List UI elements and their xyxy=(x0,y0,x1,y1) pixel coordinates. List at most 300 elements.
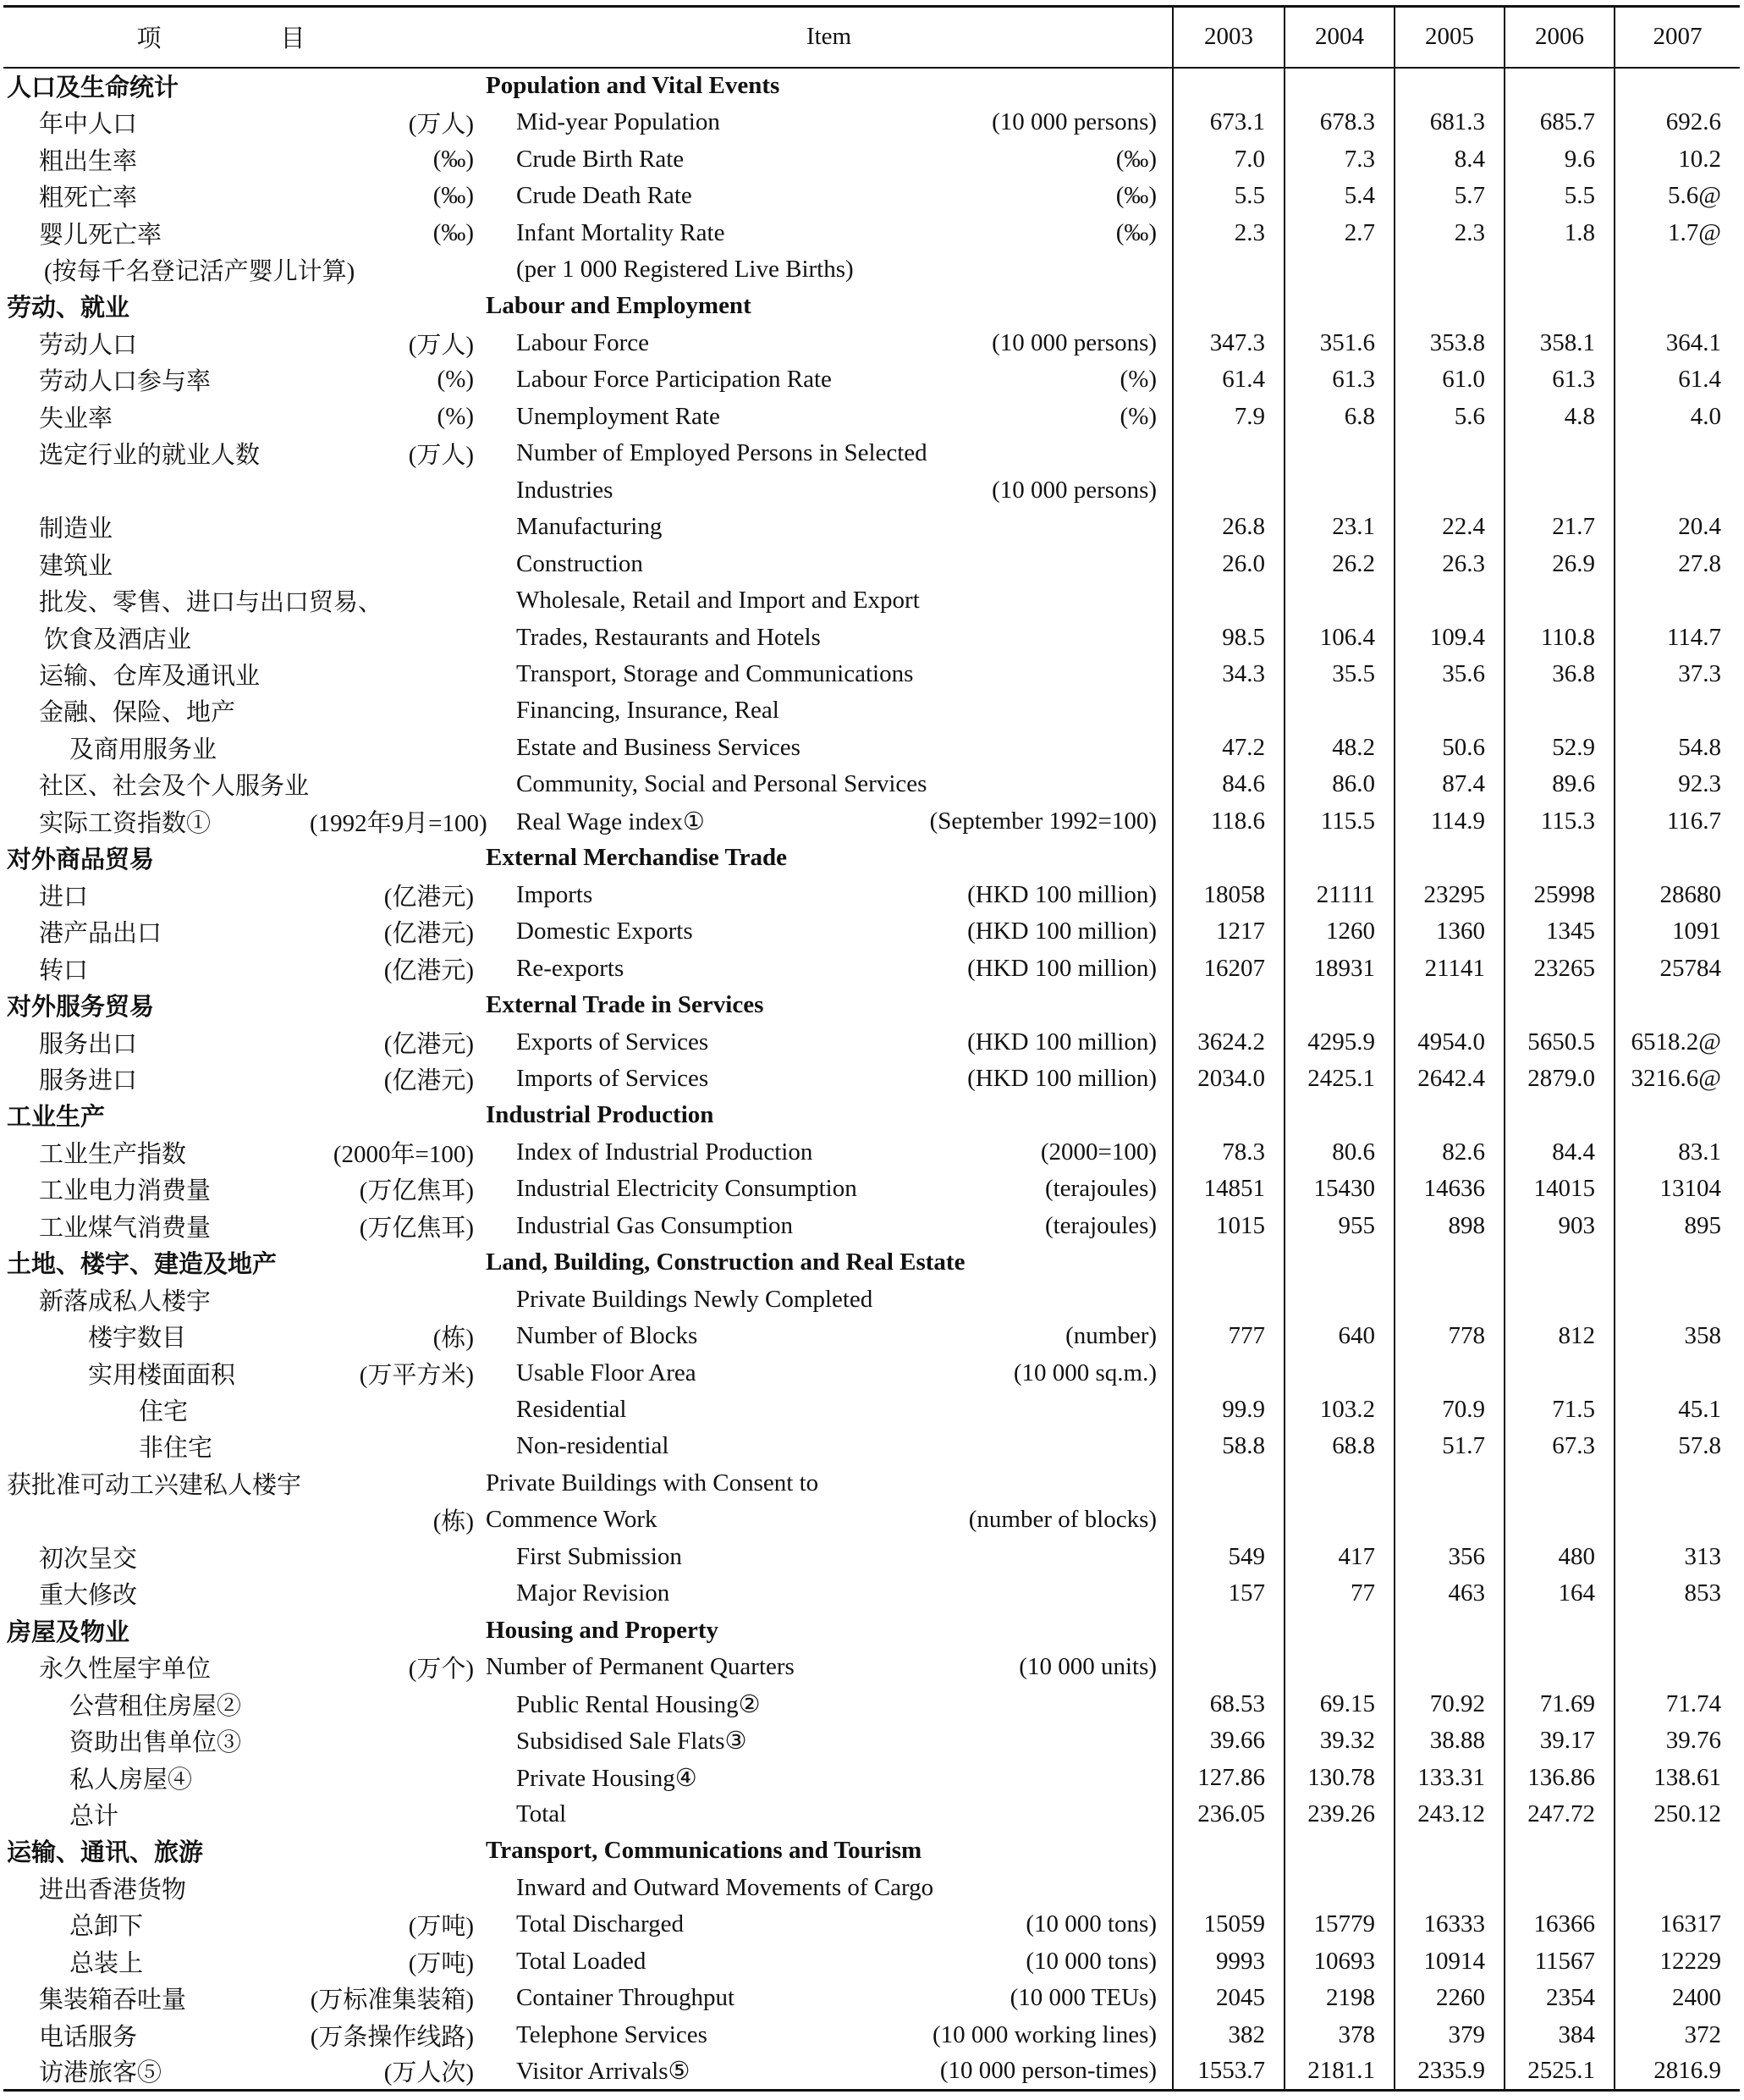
value-cell: 6518.2@ xyxy=(1615,1023,1740,1060)
value-cell: 61.4 xyxy=(1173,361,1285,398)
value-cell: 2198 xyxy=(1285,1980,1395,2016)
value-cell xyxy=(1395,1502,1505,1538)
unit-en xyxy=(822,1465,1173,1502)
table-row xyxy=(3,1208,1740,1244)
value-cell: 2642.4 xyxy=(1395,1061,1505,1097)
unit-en: (%) xyxy=(1120,366,1158,394)
value-cell: 463 xyxy=(1395,1575,1505,1612)
unit-en xyxy=(822,1759,1173,1795)
value-cell xyxy=(1395,1612,1505,1649)
table-row xyxy=(3,178,1740,214)
value-cell: 15430 xyxy=(1285,1171,1395,1207)
value-cell: 1345 xyxy=(1505,913,1615,950)
value-cell: 89.6 xyxy=(1505,766,1615,802)
value-cell xyxy=(1505,987,1615,1023)
value-cell xyxy=(1395,68,1505,104)
item-en: Number of Employed Persons in Selected xyxy=(516,439,927,467)
value-cell: 68.8 xyxy=(1285,1428,1395,1464)
value-cell xyxy=(1173,987,1285,1023)
value-cell xyxy=(1173,1612,1285,1649)
table-row xyxy=(3,876,1740,912)
item-en: Exports of Services xyxy=(516,1028,709,1056)
item-en: Transport, Storage and Communications xyxy=(516,659,914,687)
value-cell xyxy=(1395,987,1505,1023)
value-cell: 5.6@ xyxy=(1615,178,1740,214)
unit-zh xyxy=(310,288,486,324)
value-cell xyxy=(1505,1244,1615,1281)
table-row xyxy=(3,1023,1740,1060)
value-cell: 903 xyxy=(1505,1208,1615,1244)
unit-zh: (万标准集装箱) xyxy=(310,1987,475,2015)
unit-zh xyxy=(310,1722,486,1759)
table-row xyxy=(3,1722,1740,1759)
value-cell xyxy=(1615,1612,1740,1649)
item-en: Financing, Insurance, Real xyxy=(516,697,779,725)
unit-zh xyxy=(310,766,486,802)
section-row xyxy=(3,288,1740,324)
value-cell xyxy=(1285,68,1395,104)
value-cell: 347.3 xyxy=(1173,325,1285,361)
section-title-zh: 运输、通讯、旅游 xyxy=(7,1839,204,1867)
value-cell xyxy=(1505,251,1615,288)
value-cell: 86.0 xyxy=(1285,766,1395,802)
value-cell: 25784 xyxy=(1615,950,1740,986)
value-cell: 18058 xyxy=(1173,876,1285,912)
value-cell xyxy=(1615,692,1740,729)
value-cell: 417 xyxy=(1285,1539,1395,1575)
value-cell xyxy=(1395,840,1505,876)
item-en: Domestic Exports xyxy=(516,918,693,945)
table-row xyxy=(3,1465,1740,1502)
value-cell: 2045 xyxy=(1173,1980,1285,2016)
value-cell: 115.5 xyxy=(1285,803,1395,840)
section-title-en: External Merchandise Trade xyxy=(486,844,788,872)
item-en: Infant Mortality Rate xyxy=(516,218,725,246)
unit-zh xyxy=(310,1759,486,1795)
value-cell: 239.26 xyxy=(1285,1796,1395,1833)
value-cell: 114.9 xyxy=(1395,803,1505,840)
value-cell: 640 xyxy=(1285,1318,1395,1354)
value-cell: 23295 xyxy=(1395,876,1505,912)
value-cell: 353.8 xyxy=(1395,325,1505,361)
item-zh: 楼宇数目 xyxy=(88,1325,187,1353)
value-cell xyxy=(1395,1465,1505,1502)
unit-zh: (栋) xyxy=(432,1325,475,1353)
table-row xyxy=(3,803,1740,840)
table-row xyxy=(3,435,1740,471)
value-cell: 14636 xyxy=(1395,1171,1505,1207)
value-cell: 5650.5 xyxy=(1505,1023,1615,1060)
value-cell xyxy=(1395,1244,1505,1281)
value-cell xyxy=(1173,288,1285,324)
table-row xyxy=(3,509,1740,545)
unit-zh xyxy=(310,471,486,508)
item-en: Residential xyxy=(516,1396,627,1424)
value-cell: 898 xyxy=(1395,1208,1505,1244)
item-en: Index of Industrial Production xyxy=(516,1138,813,1166)
value-cell xyxy=(1505,1097,1615,1133)
value-cell xyxy=(1173,471,1285,508)
unit-en: (10 000 working lines) xyxy=(933,2020,1158,2048)
value-cell xyxy=(1615,840,1740,876)
value-cell: 26.3 xyxy=(1395,545,1505,581)
item-en: Unemployment Rate xyxy=(516,402,720,430)
table-row xyxy=(3,104,1740,141)
value-cell: 57.8 xyxy=(1615,1428,1740,1464)
value-cell: 15779 xyxy=(1285,1906,1395,1943)
unit-zh xyxy=(310,1465,486,1502)
table-row xyxy=(3,471,1740,508)
value-cell: 61.3 xyxy=(1505,361,1615,398)
value-cell: 98.5 xyxy=(1173,619,1285,655)
unit-zh: (%) xyxy=(437,366,475,394)
value-cell: 673.1 xyxy=(1173,104,1285,141)
unit-zh: (亿港元) xyxy=(383,956,475,984)
value-cell: 2260 xyxy=(1395,1980,1505,2016)
value-cell: 7.9 xyxy=(1173,399,1285,435)
value-cell: 26.0 xyxy=(1173,545,1285,581)
value-cell: 549 xyxy=(1173,1539,1285,1575)
unit-en xyxy=(822,987,1173,1023)
item-zh: 重大修改 xyxy=(39,1582,138,1610)
value-cell: 26.2 xyxy=(1285,545,1395,581)
unit-en xyxy=(822,1428,1173,1464)
value-cell xyxy=(1615,1833,1740,1869)
table-row xyxy=(3,325,1740,361)
table-row xyxy=(3,1428,1740,1464)
item-en: Visitor Arrivals⑤ xyxy=(516,2058,690,2086)
value-cell xyxy=(1395,1097,1505,1133)
value-cell: 25998 xyxy=(1505,876,1615,912)
item-zh: 实用楼面面积 xyxy=(88,1361,236,1389)
value-cell: 37.3 xyxy=(1615,656,1740,692)
value-cell xyxy=(1173,1502,1285,1538)
item-en: Real Wage index① xyxy=(516,807,705,835)
value-cell: 2.3 xyxy=(1395,214,1505,251)
value-cell: 22.4 xyxy=(1395,509,1505,545)
value-cell: 35.5 xyxy=(1285,656,1395,692)
value-cell: 15059 xyxy=(1173,1906,1285,1943)
value-cell: 2181.1 xyxy=(1285,2053,1395,2090)
value-cell xyxy=(1505,1612,1615,1649)
value-cell xyxy=(1173,1354,1285,1391)
item-zh: 电话服务 xyxy=(39,2023,138,2051)
item-zh: 失业率 xyxy=(39,405,113,433)
table-row xyxy=(3,361,1740,398)
item-zh: (按每千名登记活产婴儿计算) xyxy=(44,257,355,285)
value-cell xyxy=(1395,288,1505,324)
unit-zh: (‰) xyxy=(432,218,475,246)
unit-en: (10 000 persons) xyxy=(992,328,1158,356)
item-zh: 工业电力消费量 xyxy=(39,1177,212,1205)
item-zh: 转口 xyxy=(39,956,89,984)
value-cell xyxy=(1173,435,1285,471)
table-row xyxy=(3,1392,1740,1428)
table-row xyxy=(3,1575,1740,1612)
unit-zh xyxy=(310,840,486,876)
table-row xyxy=(3,1906,1740,1943)
value-cell: 118.6 xyxy=(1173,803,1285,840)
unit-zh: (万条操作线路) xyxy=(310,2023,475,2051)
value-cell: 27.8 xyxy=(1615,545,1740,581)
unit-en xyxy=(822,1796,1173,1833)
item-en: Estate and Business Services xyxy=(516,733,800,761)
item-zh: 社区、社会及个人服务业 xyxy=(39,773,310,801)
item-en: Inward and Outward Movements of Cargo xyxy=(516,1873,934,1901)
value-cell xyxy=(1505,692,1615,729)
item-zh: 集装箱吞吐量 xyxy=(39,1987,187,2015)
item-zh: 访港旅客⑤ xyxy=(39,2059,162,2087)
value-cell: 2354 xyxy=(1505,1980,1615,2016)
value-cell: 1360 xyxy=(1395,913,1505,950)
value-cell: 7.0 xyxy=(1173,141,1285,177)
table-row xyxy=(3,766,1740,802)
item-en: Private Buildings Newly Completed xyxy=(516,1285,873,1313)
item-zh: 进出香港货物 xyxy=(39,1876,187,1904)
value-cell xyxy=(1505,68,1615,104)
value-cell: 14015 xyxy=(1505,1171,1615,1207)
value-cell: 2335.9 xyxy=(1395,2053,1505,2090)
item-en: Community, Social and Personal Services xyxy=(516,770,927,798)
value-cell: 109.4 xyxy=(1395,619,1505,655)
value-cell: 2816.9 xyxy=(1615,2053,1740,2090)
item-en: First Submission xyxy=(516,1542,682,1570)
value-cell: 70.92 xyxy=(1395,1685,1505,1722)
value-cell: 379 xyxy=(1395,2017,1505,2053)
item-zh: 建筑业 xyxy=(39,552,113,580)
unit-en: (10 000 persons) xyxy=(992,108,1158,136)
value-cell: 38.88 xyxy=(1395,1722,1505,1759)
header-year: 2005 xyxy=(1395,7,1505,68)
unit-zh: (万人) xyxy=(408,331,475,359)
section-title-en: Transport, Communications and Tourism xyxy=(486,1837,922,1865)
value-cell: 61.3 xyxy=(1285,361,1395,398)
value-cell: 23265 xyxy=(1505,950,1615,986)
unit-zh xyxy=(310,1281,486,1317)
header-year: 2004 xyxy=(1285,7,1395,68)
section-title-zh: 房屋及物业 xyxy=(7,1618,130,1646)
value-cell: 351.6 xyxy=(1285,325,1395,361)
unit-zh: (亿港元) xyxy=(383,1030,475,1058)
item-zh: 批发、零售、进口与出口贸易、 xyxy=(39,589,383,617)
table-row xyxy=(3,1354,1740,1391)
item-en: Crude Birth Rate xyxy=(516,145,685,173)
value-cell: 82.6 xyxy=(1395,1134,1505,1171)
value-cell: 358.1 xyxy=(1505,325,1615,361)
unit-en xyxy=(822,1097,1173,1133)
value-cell: 7.3 xyxy=(1285,141,1395,177)
unit-en: (HKD 100 million) xyxy=(967,954,1158,982)
value-cell: 243.12 xyxy=(1395,1796,1505,1833)
value-cell: 68.53 xyxy=(1173,1685,1285,1722)
value-cell: 103.2 xyxy=(1285,1392,1395,1428)
unit-en: (‰) xyxy=(1115,218,1158,246)
value-cell: 83.1 xyxy=(1615,1134,1740,1171)
value-cell: 692.6 xyxy=(1615,104,1740,141)
value-cell: 4.8 xyxy=(1505,399,1615,435)
unit-en: (%) xyxy=(1120,402,1158,430)
table-row xyxy=(3,2017,1740,2053)
unit-zh xyxy=(310,656,486,692)
value-cell: 12229 xyxy=(1615,1943,1740,1980)
unit-zh xyxy=(310,1870,486,1906)
value-cell: 4.0 xyxy=(1615,399,1740,435)
value-cell: 778 xyxy=(1395,1318,1505,1354)
header-year: 2007 xyxy=(1615,7,1740,68)
value-cell: 2034.0 xyxy=(1173,1061,1285,1097)
table-row xyxy=(3,656,1740,692)
item-zh: 及商用服务业 xyxy=(69,736,217,763)
value-cell: 51.7 xyxy=(1395,1428,1505,1464)
table-row xyxy=(3,1759,1740,1795)
value-cell xyxy=(1173,68,1285,104)
table-body xyxy=(3,68,1740,2091)
unit-zh: (万个) xyxy=(408,1656,475,1684)
section-row xyxy=(3,1612,1740,1649)
value-cell: 2879.0 xyxy=(1505,1061,1615,1097)
unit-zh: (万吨) xyxy=(408,1949,475,1977)
value-cell: 130.78 xyxy=(1285,1759,1395,1795)
value-cell: 3624.2 xyxy=(1173,1023,1285,1060)
value-cell: 26.9 xyxy=(1505,545,1615,581)
section-title-en: Land, Building, Construction and Real Estate xyxy=(486,1248,966,1276)
unit-zh xyxy=(310,1575,486,1612)
section-title-en: Population and Vital Events xyxy=(486,72,780,100)
value-cell xyxy=(1505,1649,1615,1685)
item-en: Trades, Restaurants and Hotels xyxy=(516,623,821,651)
unit-zh xyxy=(310,987,486,1023)
item-zh: 非住宅 xyxy=(139,1435,213,1463)
value-cell: 39.66 xyxy=(1173,1722,1285,1759)
value-cell: 678.3 xyxy=(1285,104,1395,141)
value-cell: 35.6 xyxy=(1395,656,1505,692)
value-cell: 110.8 xyxy=(1505,619,1615,655)
value-cell xyxy=(1615,435,1740,471)
unit-zh xyxy=(310,1612,486,1649)
item-zh: 运输、仓库及通讯业 xyxy=(39,662,261,690)
table-row xyxy=(3,399,1740,435)
unit-en: (10 000 sq.m.) xyxy=(1013,1359,1158,1386)
value-cell: 384 xyxy=(1505,2017,1615,2053)
item-zh: 婴儿死亡率 xyxy=(39,221,162,249)
statistics-table xyxy=(3,5,1740,2092)
value-cell xyxy=(1173,1465,1285,1502)
value-cell: 5.6 xyxy=(1395,399,1505,435)
value-cell: 9.6 xyxy=(1505,141,1615,177)
unit-zh: (栋) xyxy=(432,1508,475,1536)
section-title-zh: 对外服务贸易 xyxy=(7,994,155,1022)
section-row xyxy=(3,987,1740,1023)
value-cell xyxy=(1173,1244,1285,1281)
item-zh: 进口 xyxy=(39,883,89,911)
value-cell: 138.61 xyxy=(1615,1759,1740,1795)
value-cell: 2.7 xyxy=(1285,214,1395,251)
item-en: Number of Permanent Quarters xyxy=(486,1653,795,1681)
value-cell: 39.17 xyxy=(1505,1722,1615,1759)
value-cell: 16333 xyxy=(1395,1906,1505,1943)
value-cell: 382 xyxy=(1173,2017,1285,2053)
value-cell xyxy=(1285,987,1395,1023)
section-title-en: Labour and Employment xyxy=(486,292,751,320)
unit-en: (10 000 tons) xyxy=(1026,1947,1158,1975)
value-cell xyxy=(1395,251,1505,288)
value-cell: 78.3 xyxy=(1173,1134,1285,1171)
item-en: Labour Force Participation Rate xyxy=(516,366,832,394)
value-cell xyxy=(1285,1649,1395,1685)
value-cell: 681.3 xyxy=(1395,104,1505,141)
item-zh xyxy=(3,471,310,508)
item-zh: 粗死亡率 xyxy=(39,185,138,212)
value-cell xyxy=(1615,1649,1740,1685)
header-row xyxy=(3,7,1740,68)
value-cell xyxy=(1173,1833,1285,1869)
unit-en xyxy=(822,730,1173,766)
value-cell xyxy=(1615,288,1740,324)
value-cell: 3216.6@ xyxy=(1615,1061,1740,1097)
item-en: Total Loaded xyxy=(516,1947,646,1975)
value-cell: 164 xyxy=(1505,1575,1615,1612)
value-cell xyxy=(1395,1649,1505,1685)
value-cell xyxy=(1505,435,1615,471)
value-cell: 2400 xyxy=(1615,1980,1740,2016)
value-cell xyxy=(1615,987,1740,1023)
item-en: (per 1 000 Registered Live Births) xyxy=(516,255,854,283)
value-cell xyxy=(1395,1870,1505,1906)
value-cell xyxy=(1285,1281,1395,1317)
value-cell xyxy=(1395,435,1505,471)
item-en: Container Throughput xyxy=(516,1984,735,2012)
value-cell: 127.86 xyxy=(1173,1759,1285,1795)
value-cell xyxy=(1285,1502,1395,1538)
value-cell xyxy=(1615,1502,1740,1538)
table-row xyxy=(3,1649,1740,1685)
unit-zh: (万吨) xyxy=(408,1913,475,1941)
unit-zh: (‰) xyxy=(432,182,475,210)
unit-en xyxy=(822,251,1173,288)
unit-en xyxy=(822,68,1173,104)
value-cell xyxy=(1285,288,1395,324)
table-row xyxy=(3,1870,1740,1906)
value-cell: 106.4 xyxy=(1285,619,1395,655)
value-cell xyxy=(1285,692,1395,729)
value-cell: 236.05 xyxy=(1173,1796,1285,1833)
unit-en xyxy=(822,509,1173,545)
value-cell xyxy=(1505,1502,1615,1538)
item-zh xyxy=(3,1502,310,1538)
value-cell: 11567 xyxy=(1505,1943,1615,1980)
unit-zh xyxy=(310,1392,486,1428)
header-item-en: Item xyxy=(486,7,1173,68)
value-cell xyxy=(1505,1465,1615,1502)
table-row xyxy=(3,545,1740,581)
unit-en xyxy=(822,619,1173,655)
item-zh: 金融、保险、地产 xyxy=(39,699,236,727)
table-row xyxy=(3,913,1740,950)
value-cell xyxy=(1285,840,1395,876)
unit-en xyxy=(822,1575,1173,1612)
table-row xyxy=(3,251,1740,288)
value-cell xyxy=(1615,1465,1740,1502)
value-cell: 1.7@ xyxy=(1615,214,1740,251)
value-cell xyxy=(1285,1612,1395,1649)
value-cell xyxy=(1615,251,1740,288)
unit-en: (10 000 persons) xyxy=(992,476,1158,504)
value-cell: 67.3 xyxy=(1505,1428,1615,1464)
value-cell: 61.4 xyxy=(1615,361,1740,398)
value-cell xyxy=(1173,1649,1285,1685)
value-cell xyxy=(1285,1833,1395,1869)
unit-en: (September 1992=100) xyxy=(929,807,1158,835)
